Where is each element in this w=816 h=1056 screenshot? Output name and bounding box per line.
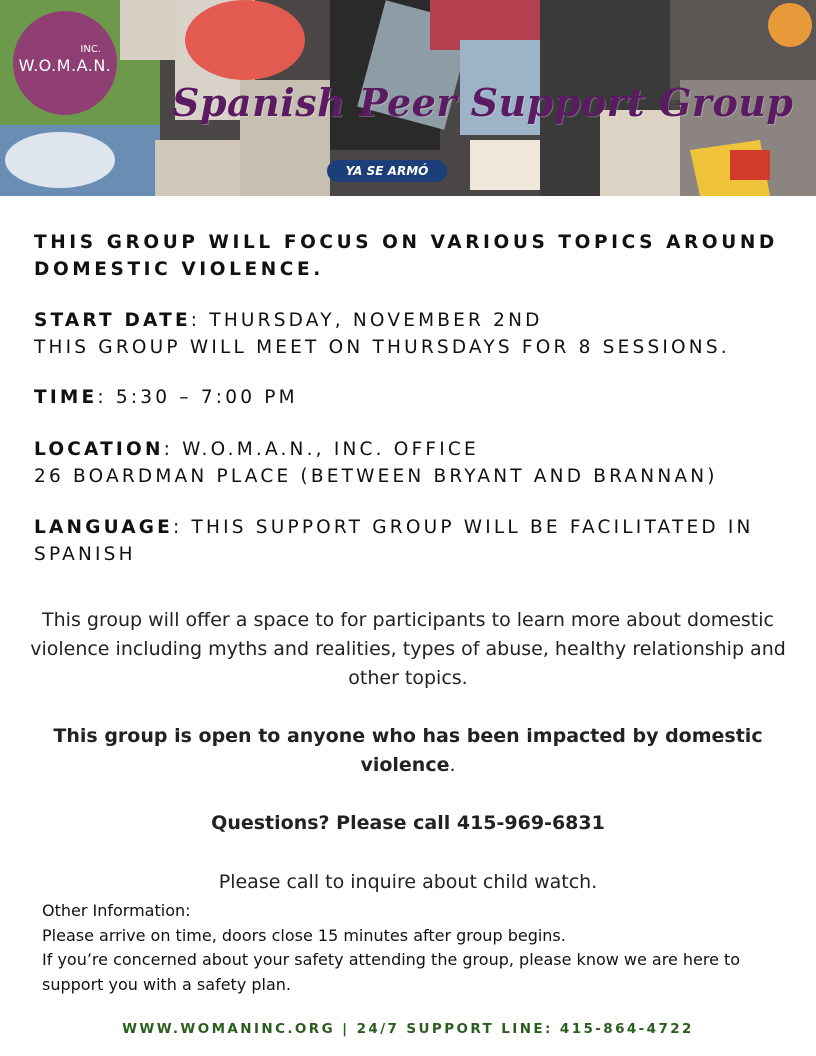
open-statement-period: . bbox=[449, 754, 456, 776]
other-info-line-1: Please arrive on time, doors close 15 minutes after group begins. bbox=[42, 925, 566, 945]
footer-contact: WWW.WOMANINC.ORG | 24/7 SUPPORT LINE: 415-864-4722 bbox=[122, 1021, 694, 1037]
location-block bbox=[34, 436, 794, 490]
time-block bbox=[34, 384, 794, 411]
other-info-line-2: If you’re concerned about your safety attending the group, please know we are here to support you with a safety plan. bbox=[42, 950, 741, 994]
location-value: W.O.M.A.N., INC. OFFICE bbox=[182, 439, 479, 460]
group-description: This group will offer a space to for participants to learn more about domestic violence including myths and realities, types of abuse, healthy relationship and other topics. bbox=[30, 609, 786, 689]
focus-statement: THIS GROUP WILL FOCUS ON VARIOUS TOPICS AROUND DOMESTIC VIOLENCE. bbox=[34, 232, 778, 280]
other-information bbox=[42, 899, 782, 997]
location-address: 26 BOARDMAN PLACE (BETWEEN BRYANT AND BRANNAN) bbox=[34, 466, 718, 487]
banner-title: Spanish Peer Support Group bbox=[172, 80, 794, 125]
logo-inc-text: INC. bbox=[80, 44, 101, 55]
open-statement bbox=[30, 722, 786, 780]
start-date-schedule: THIS GROUP WILL MEET ON THURSDAYS FOR 8 SESSIONS. bbox=[34, 337, 730, 358]
location-sep: : bbox=[163, 439, 183, 460]
time-value: 5:30 – 7:00 PM bbox=[115, 387, 298, 408]
language-block bbox=[34, 514, 794, 568]
start-date-label: START DATE bbox=[34, 310, 191, 331]
start-date-sep: : bbox=[190, 310, 210, 331]
start-date-value: THURSDAY, NOVEMBER 2ND bbox=[209, 310, 543, 331]
language-value: THIS SUPPORT GROUP WILL BE FACILITATED IN SPANISH bbox=[34, 517, 754, 565]
header-banner bbox=[0, 0, 816, 196]
location-label: LOCATION bbox=[34, 439, 164, 460]
time-label: TIME bbox=[34, 387, 98, 408]
woman-inc-logo bbox=[13, 11, 117, 115]
child-watch-line: Please call to inquire about child watch. bbox=[218, 871, 598, 893]
start-date-block bbox=[34, 307, 794, 361]
other-info-heading: Other Information: bbox=[42, 901, 191, 920]
language-label: LANGUAGE bbox=[34, 517, 173, 538]
questions-line: Questions? Please call 415-969-6831 bbox=[211, 812, 605, 834]
ya-se-armo-tag: YA SE ARMÓ bbox=[327, 160, 447, 182]
open-statement-text: This group is open to anyone who has been impacted by domestic violence bbox=[53, 725, 763, 776]
logo-name-text: W.O.M.A.N. bbox=[18, 56, 112, 75]
time-sep: : bbox=[97, 387, 116, 408]
language-sep: : bbox=[172, 517, 192, 538]
